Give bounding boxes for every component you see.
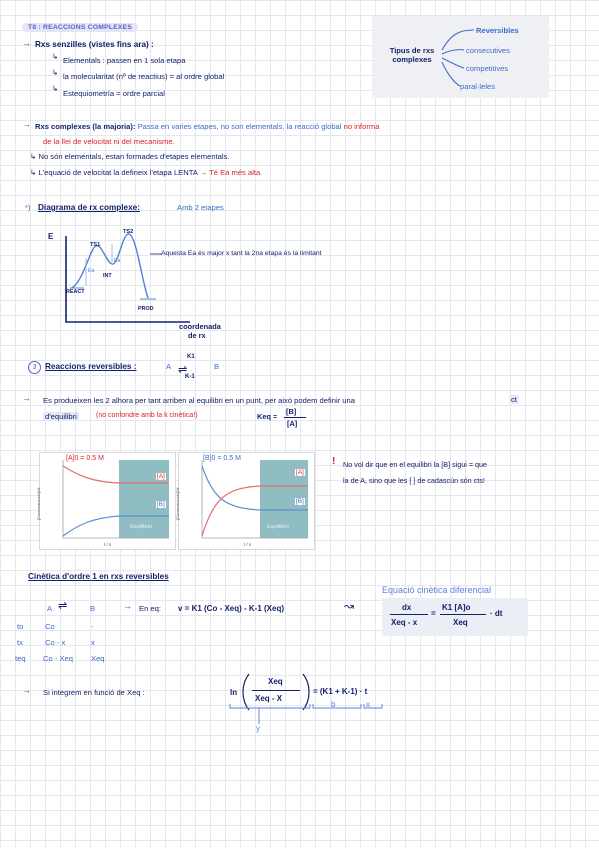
reversible-line-2-hl: d'equilibri: [45, 412, 77, 421]
keq-num: [B]: [286, 407, 297, 416]
plot-left-equilibrium: Equilibrio: [130, 524, 153, 530]
diff-den-left: Xeq - x: [391, 618, 418, 627]
row-b-to: -: [91, 622, 94, 631]
plot-right-ylabel: [Concentración]/M: [175, 487, 180, 520]
axis-x-label-1: coordenada: [179, 322, 221, 331]
complex-line-4: ↳ L'equació de velocitat la defineix l'etapa LENTA → Té Ea més alta: [30, 168, 261, 177]
row-b-tx: x: [91, 638, 95, 647]
row-label-tx: tx: [17, 638, 23, 647]
x-label: x: [366, 700, 370, 709]
keq-den: [A]: [287, 419, 298, 428]
simple-heading: Rxs senzilles (vistes fins ara) :: [35, 40, 154, 49]
arrow-icon: →: [22, 38, 31, 48]
arrow-icon: →: [22, 393, 31, 403]
axis-x-label-2: de rx: [188, 331, 206, 340]
types-label-1: Tipus de rxs: [389, 46, 435, 55]
plot-right-equilibrium: Equilibrio: [267, 524, 290, 530]
exclamation-icon: !: [332, 456, 336, 467]
row-a-teq: Co - Xeq: [43, 654, 73, 663]
plot-right-label-b: [B]: [296, 498, 304, 505]
diagram-subtitle: Amb 2 etapes: [177, 203, 224, 212]
frac-den: Xeq - X: [255, 694, 283, 703]
brackets-under: [226, 700, 396, 745]
arrow-icon: →: [123, 601, 132, 611]
type-consecutives: consecutives: [466, 46, 510, 55]
complex-line-1: Rxs complexes (la majoria): Passa en varies etapes, no son elementals. la reacció global no informa: [35, 122, 380, 131]
rate-equation: v = K1 (Co - Xeq) - K-1 (Xeq): [178, 604, 285, 613]
diff-bar-right: [440, 614, 486, 615]
corner-arrow-icon: ↳: [52, 84, 59, 93]
ts1-label: TS1: [90, 242, 101, 248]
curly-arrow-icon: ↝: [344, 599, 355, 613]
arrow-icon: →: [22, 119, 31, 129]
diff-tail: · dt: [490, 609, 503, 618]
note-line-1: No vol dir que en el equilibri la [B] sigui = que: [343, 460, 488, 469]
simple-item-2: la molecularitat (nº de reactius) = al ordre global: [63, 72, 225, 81]
int-label: INT: [103, 273, 112, 279]
b-label: b: [331, 700, 336, 709]
frac-num: Xeq: [268, 677, 283, 686]
plot-left-ylabel: [Concentración]/M: [36, 487, 41, 520]
arrow-icon: →: [22, 685, 31, 695]
en-eq-label: En eq:: [139, 604, 161, 613]
keq-label: Keq =: [257, 412, 278, 421]
plot-left-title: [A]0 = 0.5 M: [66, 455, 104, 462]
plot-left-xlabel: t / s: [104, 542, 112, 547]
table-a: A: [47, 604, 53, 613]
simple-item-3: Estequiometría = ordre parcial: [63, 89, 165, 98]
integ-text: Si integrem en funció de Xeq :: [43, 688, 145, 697]
complex-line-3: ↳ No són elementals, estan formades d'etapes elementals.: [30, 152, 230, 161]
plot-left-label-b: [B]: [157, 501, 165, 508]
eq-b: B: [214, 362, 220, 371]
complex-line-2: de la llei de velocitat ni del mecanisme.: [43, 137, 175, 146]
row-label-teq: teq: [15, 654, 26, 663]
diff-bar-left: [390, 614, 428, 615]
diff-label: Equació cinètica diferencial: [382, 585, 492, 595]
diagram-heading: Diagrama de rx complexe:: [38, 203, 140, 212]
row-b-teq: Xeq: [91, 654, 105, 663]
plot-right-xlabel: t / s: [244, 542, 252, 547]
plot-right-label-a: [A]: [296, 469, 304, 476]
react-label: REACT: [66, 289, 85, 295]
axis-y-label: E: [48, 232, 54, 241]
keq-fraction-bar: [284, 417, 306, 418]
type-paraleles: paral·leles: [460, 82, 496, 91]
frac-bar: [252, 690, 300, 691]
prod-label: PROD: [138, 306, 154, 312]
row-label-to: to: [17, 622, 24, 631]
section-title-pill: T8 : REACCIONS COMPLEXES: [22, 23, 138, 32]
k1-label: K1: [187, 354, 195, 360]
row-a-to: Co: [45, 622, 55, 631]
eq-a: A: [166, 362, 172, 371]
km1-label: K-1: [185, 374, 195, 380]
diff-den-right: Xeq: [453, 618, 468, 627]
type-competitives: competitives: [466, 64, 509, 73]
type-reversibles: Reversibles: [476, 26, 519, 35]
ea2-label: Ea: [114, 258, 121, 264]
simple-item-1: Elementals : passen en 1 sola etapa: [63, 56, 186, 65]
section-number: 3: [28, 361, 41, 374]
y-label: y: [256, 724, 260, 733]
row-a-tx: Co - x: [45, 638, 66, 647]
equilibrium-arrows-icon: ⇌: [178, 364, 188, 376]
diff-num-left: dx: [402, 603, 412, 612]
diff-equals: =: [431, 609, 436, 618]
ea1-label: Ea: [88, 268, 95, 274]
corner-arrow-icon: ↳: [52, 68, 59, 77]
plot-left-graphic: [39, 452, 174, 548]
types-label-2: complexes: [392, 55, 432, 64]
table-b: B: [90, 604, 96, 613]
plot-left-label-a: [A]: [157, 473, 165, 480]
ln-label: ln: [230, 688, 238, 697]
reversible-line-1: Es produeixen les 2 alhora per tant arriben al equilibri en un punt, per això podem definir una: [43, 396, 355, 405]
diagram-note: Aquesta Ea és major x tant la 2na etapa és la limitant: [161, 250, 322, 257]
corner-arrow-icon: ↳: [52, 52, 59, 61]
reversible-heading: Reaccions reversibles :: [45, 362, 137, 371]
note-line-2: la de A, sino que les [ ] de cadascún són cts!: [343, 476, 485, 485]
reversible-line-1-end: ct: [511, 395, 517, 404]
integ-rhs: = (K1 + K-1) · t: [313, 687, 368, 696]
reversible-line-2-red: (no confondre amb la k cinètica!): [96, 412, 198, 419]
plot-right-title: [B]0 = 0.5 M: [203, 455, 241, 462]
diff-num-right: K1 [A]o: [442, 603, 471, 612]
kinetics-heading: Cinètica d'ordre 1 en rxs reversibles: [28, 572, 169, 581]
table-arrows-icon: ⇌: [58, 600, 68, 612]
ts2-label: TS2: [123, 229, 134, 235]
diagram-bullet: *): [25, 203, 31, 212]
plot-right-graphic: [178, 452, 313, 548]
